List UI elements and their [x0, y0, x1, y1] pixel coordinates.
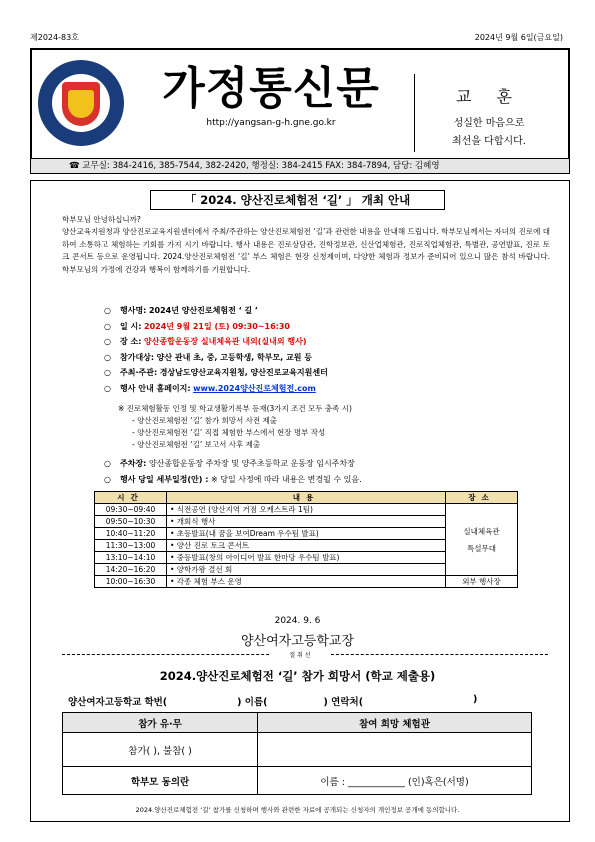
consent-field[interactable]: 이름 : ____________ (인)혹은(서명) [258, 767, 532, 795]
schedule-content: • 개회식 행사 [167, 516, 446, 528]
table-row [95, 504, 518, 516]
booth-field[interactable] [258, 733, 532, 767]
document-number: 제2024-83호 [30, 33, 79, 42]
notice-title: 「 2024. 양산진로체험전 ‘길’ 」 개최 안내 [150, 190, 445, 210]
circle-bullet-icon: ○ [104, 459, 111, 469]
motto-title: 교 훈 [456, 87, 522, 106]
schedule-header-place: 장소 [446, 492, 518, 504]
info-value: 2024년 9월 21일 (토) 09:30~16:30 [144, 321, 290, 331]
schedule-time: 10:40~11:20 [95, 528, 167, 540]
attend-field[interactable]: 참가( ), 불참( ) [63, 733, 258, 767]
form-title: 2024.양산진로체험전 ‘길’ 참가 희망서 (학교 제출용) [159, 669, 436, 683]
table-row [95, 576, 518, 588]
logo-text: YSGH [71, 75, 91, 82]
motto-line-1: 성실한 마음으로 [453, 118, 525, 129]
activity-notes [118, 403, 558, 451]
circle-bullet-icon: ○ [104, 383, 111, 393]
schedule-time: 09:30~09:40 [95, 504, 167, 516]
info-row-target [104, 350, 554, 366]
schedule-place-outdoor: 외부 행사장 [446, 576, 518, 588]
student-id-label: 학번( [144, 697, 168, 708]
info-row-place [104, 334, 554, 350]
info-value: 양산종합운동장 주차장 및 양주초등학교 운동장 임시주차장 [148, 459, 355, 469]
info-label: 일 시: [120, 321, 142, 331]
info-value: 경상남도양산교육지원청, 양산진로교육지원센터 [159, 368, 328, 378]
info-row-schedule [104, 472, 554, 488]
reply-header-attend: 참가 유·무 [63, 713, 258, 733]
student-phone-label: ) 연락처( [323, 697, 364, 708]
info-row-parking [104, 456, 554, 472]
intro-paragraph: 양산교육지원청과 양산진로교육지원센터에서 주최/주관하는 양산진로체험전 ‘길’과 관련한 내용을 안내해 드립니다. 학부모님께서는 자녀의 진로에 대하여 소통하고 체험하는 기회를 가지 시기 바랍니다. 행사 내용은 진로상담관, 진학정보관, 신산업체험관, 진로직업체험관, 특별관, 공연발표, 진로 토크 콘서트 등으로 운영됩니다. 2024.양산진로체험전 ‘길’ 부스 체험은 현장 신청제이며, 다양한 체험과 정보가 준비되어 있으니 많은 참석 바랍니다. 학부모님의 가정에 건강과 행복이 함께하기를 기원합니다. [62, 227, 550, 274]
schedule-time: 14:20~16:20 [95, 564, 167, 576]
info-label: 주최·주관: [120, 368, 158, 378]
page-title: 가정통신문 [162, 63, 380, 114]
note-item: - 양산진로체험전 ‘길’ 참가 희망서 사전 제출 [132, 416, 277, 425]
reply-header-booth: 참여 희망 체험관 [258, 713, 532, 733]
document-date: 2024년 9월 6일(금요일) [474, 33, 563, 42]
place-line: 실내체육관 [463, 526, 500, 536]
schedule-content: • 중등발표(창의 아이디어 발표 한마당 우수팀 발표) [167, 552, 446, 564]
schedule-time: 11:30~13:00 [95, 540, 167, 552]
info-value: 양산 관내 초, 중, 고등학생, 학부모, 교원 등 [156, 352, 312, 362]
circle-bullet-icon: ○ [104, 306, 111, 316]
circle-bullet-icon: ○ [104, 475, 111, 485]
school-logo [38, 60, 124, 146]
reply-consent-row [63, 767, 532, 795]
privacy-footnote: 2024.양산진로체험전 ‘길’ 참가를 신청하며 행사와 관련한 자료에 공개되는 신청자의 개인정보 공개에 동의합니다. [135, 806, 460, 814]
contact-bar: ☎ 교무실: 384-2416, 385-7544, 382-2420, 행정실: 384-2415 FAX: 384-7894, 담당: 김혜영 [30, 158, 570, 174]
reply-header-row [63, 713, 532, 733]
schedule-time: 13:10~14:10 [95, 552, 167, 564]
note-item: - 양산진로체험전 ‘길’ 직접 체험한 부스에서 현장 명부 작성 [132, 428, 326, 437]
homepage-link[interactable]: www.2024양산진로체험전.com [193, 383, 316, 393]
schedule-time: 10:00~16:30 [95, 576, 167, 588]
info-label: 참가대상: [120, 352, 155, 362]
student-end: ) [473, 694, 478, 705]
info-row-date [104, 319, 554, 335]
schedule-time: 09:50~10:30 [95, 516, 167, 528]
note-main: ※ 진로체험활동 인정 및 학교생활기록부 등재(3가지 조건 모두 충족 시) [118, 404, 352, 413]
consent-label: 학부모 동의란 [63, 767, 258, 795]
schedule-table [94, 491, 518, 588]
circle-bullet-icon: ○ [104, 368, 111, 378]
circle-bullet-icon: ○ [104, 337, 111, 347]
schedule-content: • 양산 진로 토크 콘서트 [167, 540, 446, 552]
circle-bullet-icon: ○ [104, 321, 111, 331]
info-row-homepage [104, 381, 554, 397]
info-value: 2024년 양산진로체험전 ‘ 길 ’ [148, 306, 258, 316]
info-row-name [104, 303, 554, 319]
cut-label: 절 취 선 [270, 650, 330, 659]
signature-date: 2024. 9. 6 [274, 616, 321, 626]
note-item: - 양산진로체험전 ‘길’ 보고서 사후 제출 [132, 440, 261, 449]
student-name-label: ) 이름( [237, 697, 268, 708]
student-name-field[interactable] [268, 694, 324, 708]
schedule-content: • 식전공연 (양산지역 거점 오케스트라 1팀) [167, 504, 446, 516]
logo-shield-inner [68, 90, 94, 118]
schedule-header-time: 시간 [95, 492, 167, 504]
greeting: 학부모님 안녕하십니까? [62, 215, 141, 224]
school-url[interactable]: http://yangsan-g-h.gne.go.kr [206, 118, 336, 128]
info-label: 행사 안내 홈페이지: [120, 383, 191, 393]
signature-school: 양산여자고등학교장 [240, 634, 355, 649]
student-phone-field[interactable] [363, 694, 473, 708]
schedule-content: • 각종 체험 부스 운영 [167, 576, 446, 588]
student-id-field[interactable] [167, 694, 237, 708]
schedule-header-content: 내용 [167, 492, 446, 504]
motto-line-2: 최선을 다합시다. [452, 136, 526, 147]
schedule-content: • 양학가왕 결선 회 [167, 564, 446, 576]
student-info-line [68, 694, 538, 708]
info-value: ※ 당일 사정에 따라 내용은 변경될 수 있음. [210, 475, 362, 485]
place-line: 특설무대 [467, 543, 496, 553]
schedule-header-row [95, 492, 518, 504]
student-school: 양산여자고등학교 [68, 697, 142, 708]
event-info-list [104, 303, 554, 396]
reply-attend-row [63, 733, 532, 767]
info-label: 행사 당일 세부일정(안) : [120, 475, 209, 485]
schedule-place-main [446, 504, 518, 576]
info-label: 행사명: [120, 306, 147, 316]
schedule-content: • 초등발표(내 꿈을 보여Dream 우수팀 발표) [167, 528, 446, 540]
info-label: 주차장: [120, 459, 147, 469]
circle-bullet-icon: ○ [104, 352, 111, 362]
reply-table [62, 712, 532, 795]
info-row-host [104, 365, 554, 381]
info-label: 장 소: [120, 337, 142, 347]
info-value: 양산종합운동장 실내체육관 내외(실내외 행사) [144, 337, 307, 347]
